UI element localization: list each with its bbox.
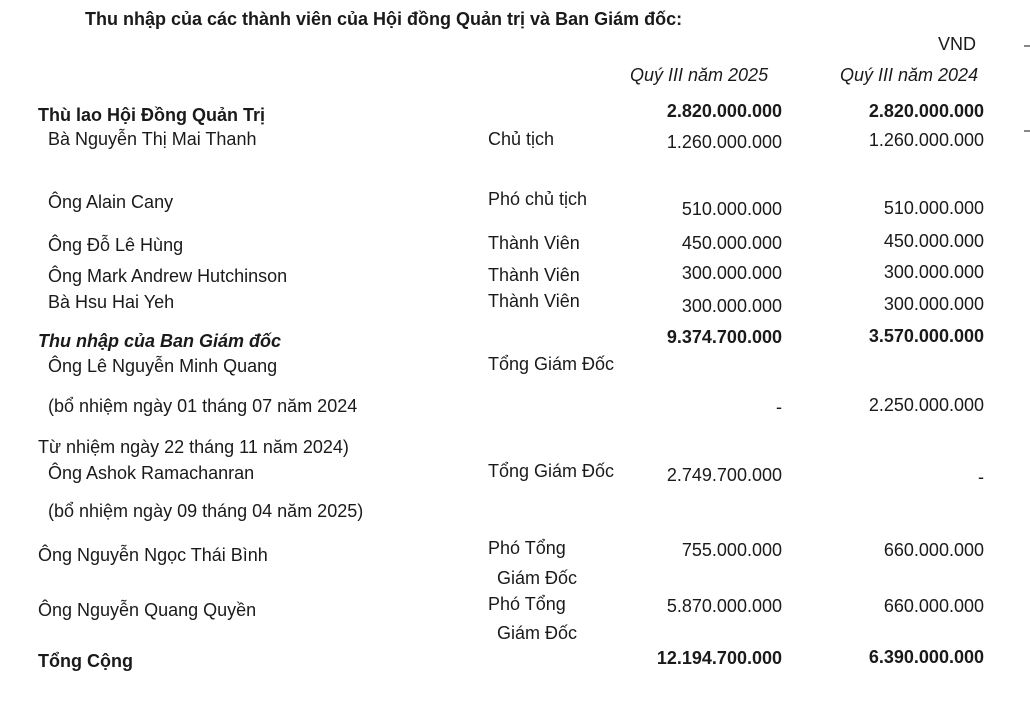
table-row-value-2024: 510.000.000 bbox=[883, 198, 984, 218]
board-total-2025: 2.820.000.000 bbox=[666, 101, 782, 121]
table-row-name: Ông Lê Nguyễn Minh Quang bbox=[48, 356, 278, 376]
table-row-role: Phó Tổng bbox=[488, 538, 566, 558]
table-row-value-2025: 300.000.000 bbox=[681, 263, 782, 283]
column-header-2024: Quý III năm 2024 bbox=[840, 65, 979, 85]
table-row-role: Phó Tổng bbox=[488, 594, 566, 614]
table-row-name: Bà Hsu Hai Yeh bbox=[48, 292, 175, 312]
table-row-value-2024: 2.250.000.000 bbox=[868, 395, 984, 415]
grand-total-2024: 6.390.000.000 bbox=[868, 647, 984, 667]
table-row-value-2025: - bbox=[776, 397, 782, 417]
table-row-value-2024: 450.000.000 bbox=[883, 231, 984, 251]
table-row-value-2025: 2.749.700.000 bbox=[666, 465, 782, 485]
management-total-2024: 3.570.000.000 bbox=[868, 326, 984, 346]
scan-mark bbox=[1024, 45, 1030, 47]
table-row-value-2025: 755.000.000 bbox=[681, 540, 782, 560]
table-row-value-2024: 1.260.000.000 bbox=[868, 130, 984, 150]
column-header-2025: Quý III năm 2025 bbox=[630, 65, 769, 85]
grand-total-label: Tổng Cộng bbox=[38, 651, 133, 671]
table-row-value-2024: - bbox=[978, 467, 984, 487]
table-row-role: Tổng Giám Đốc bbox=[488, 354, 615, 374]
table-row-name: Ông Đỗ Lê Hùng bbox=[48, 235, 184, 255]
table-row-value-2024: 660.000.000 bbox=[883, 540, 984, 560]
appointment-note: (bổ nhiệm ngày 09 tháng 04 năm 2025) bbox=[48, 501, 364, 521]
board-total-2024: 2.820.000.000 bbox=[868, 101, 984, 121]
table-row-value-2025: 5.870.000.000 bbox=[666, 596, 782, 616]
table-row-role: Phó chủ tịch bbox=[488, 189, 588, 209]
table-row-value-2025: 510.000.000 bbox=[681, 199, 782, 219]
table-row-role: Giám Đốc bbox=[497, 568, 578, 588]
table-row-name: Ông Ashok Ramachanran bbox=[48, 463, 255, 483]
board-section-label: Thù lao Hội Đồng Quản Trị bbox=[38, 105, 265, 125]
scan-mark bbox=[1024, 130, 1030, 132]
table-row-role: Thành Viên bbox=[488, 233, 580, 253]
appointment-note: (bổ nhiệm ngày 01 tháng 07 năm 2024 bbox=[48, 396, 358, 416]
table-row-value-2025: 300.000.000 bbox=[681, 296, 782, 316]
table-row-value-2024: 300.000.000 bbox=[883, 294, 984, 314]
table-row-role: Tổng Giám Đốc bbox=[488, 461, 615, 481]
table-row-role: Thành Viên bbox=[488, 265, 580, 285]
currency-label: VND bbox=[938, 34, 977, 54]
table-row-name: Ông Mark Andrew Hutchinson bbox=[48, 266, 288, 286]
table-row-role: Giám Đốc bbox=[497, 623, 578, 643]
management-total-2025: 9.374.700.000 bbox=[666, 327, 782, 347]
table-row-role: Chủ tịch bbox=[488, 129, 555, 149]
management-section-label: Thu nhập của Ban Giám đốc bbox=[38, 331, 282, 351]
table-row-name: Ông Nguyễn Quang Quyền bbox=[38, 600, 257, 620]
section-heading: Thu nhập của các thành viên của Hội đồng Quản trị và Ban Giám đốc: bbox=[85, 9, 683, 29]
table-row-name: Ông Nguyễn Ngọc Thái Bình bbox=[38, 545, 268, 565]
table-row-name: Bà Nguyễn Thị Mai Thanh bbox=[48, 129, 257, 149]
table-row-value-2025: 450.000.000 bbox=[681, 233, 782, 253]
table-row-value-2025: 1.260.000.000 bbox=[666, 132, 782, 152]
table-row-value-2024: 660.000.000 bbox=[883, 596, 984, 616]
table-row-name: Ông Alain Cany bbox=[48, 192, 174, 212]
grand-total-2025: 12.194.700.000 bbox=[656, 648, 782, 668]
resignation-note: Từ nhiệm ngày 22 tháng 11 năm 2024) bbox=[38, 437, 349, 457]
table-row-role: Thành Viên bbox=[488, 291, 580, 311]
table-row-value-2024: 300.000.000 bbox=[883, 262, 984, 282]
